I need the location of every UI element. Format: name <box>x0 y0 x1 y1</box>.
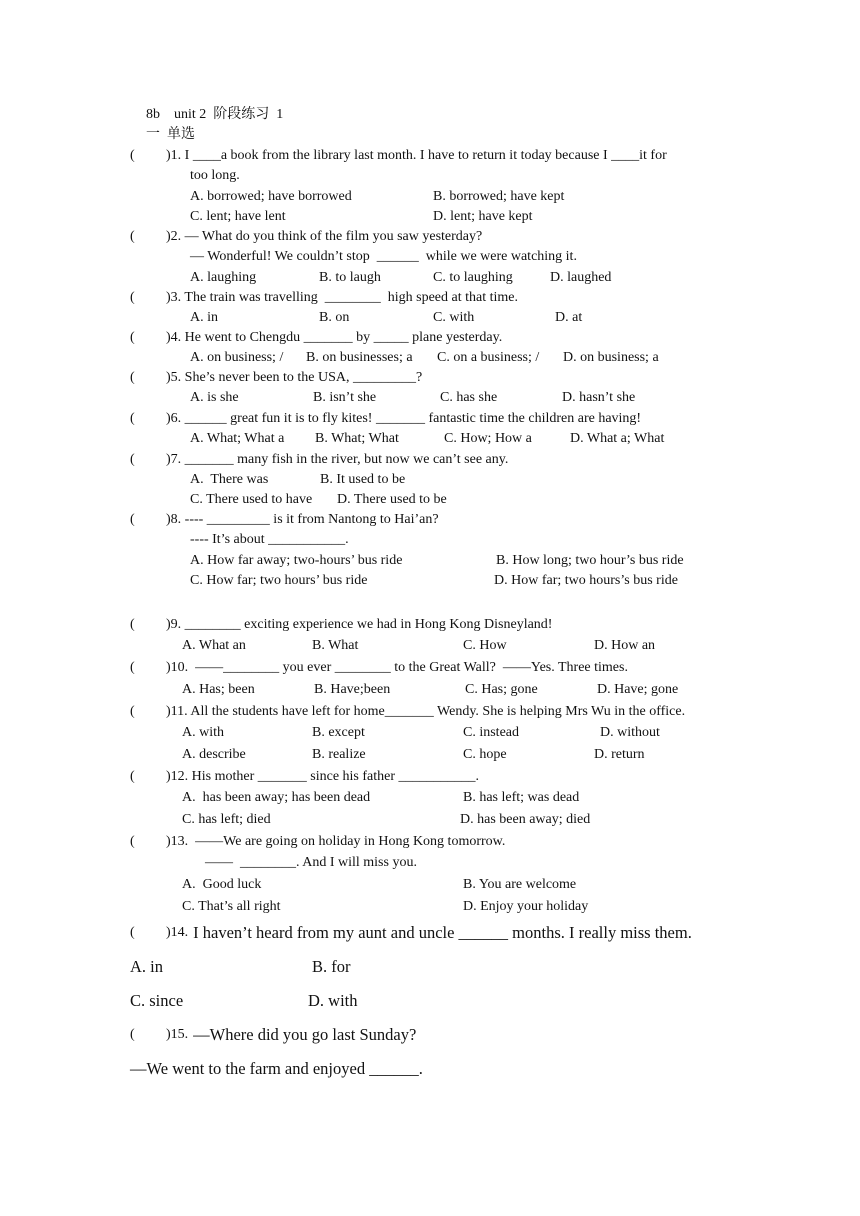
option: D. lent; have kept <box>433 209 533 224</box>
option: B. How long; two hour’s bus ride <box>496 553 684 568</box>
option: A. Good luck <box>182 877 262 892</box>
option: C. hope <box>463 747 507 762</box>
option: B. except <box>312 725 365 740</box>
option: A. There was <box>190 472 269 487</box>
option: A. has been away; has been dead <box>182 790 371 805</box>
option: A. laughing <box>190 270 257 285</box>
question-stem-cont: — Wonderful! We couldn’t stop ______ while we were watching it. <box>190 249 577 264</box>
option: D. How an <box>594 638 656 653</box>
option: D. with <box>308 991 358 1010</box>
option: C. with <box>433 310 475 325</box>
answer-paren: ( <box>130 769 135 784</box>
answer-paren: ( <box>130 290 135 305</box>
option: D. Enjoy your holiday <box>463 899 589 914</box>
option: B. What <box>312 638 359 653</box>
option: B. for <box>312 957 351 976</box>
option: C. How; How a <box>444 431 532 446</box>
option: A. borrowed; have borrowed <box>190 189 352 204</box>
option: C. How <box>463 638 507 653</box>
question-stem: )9. ________ exciting experience we had in Hong Kong Disneyland! <box>166 617 553 632</box>
option: B. You are welcome <box>463 877 577 892</box>
question-stem-cont: ---- It’s about ___________. <box>190 532 349 547</box>
option: A. in <box>130 957 163 976</box>
option: C. to laughing <box>433 270 513 285</box>
option: A. How far away; two-hours’ bus ride <box>190 553 403 568</box>
answer-paren: ( <box>130 660 135 675</box>
option: C. has left; died <box>182 812 271 827</box>
question-stem: )13. ——We are going on holiday in Hong Kong tomorrow. <box>166 834 506 849</box>
option: D. at <box>555 310 583 325</box>
option: C. since <box>130 991 184 1010</box>
option: D. hasn’t she <box>562 390 636 405</box>
option: C. There used to have <box>190 492 313 507</box>
option: C. has she <box>440 390 498 405</box>
option: D. without <box>600 725 660 740</box>
option: D. on business; a <box>563 350 659 365</box>
option: B. on businesses; a <box>306 350 413 365</box>
option: A. Has; been <box>182 682 255 697</box>
option: B. Have;been <box>314 682 391 697</box>
option: C. How far; two hours’ bus ride <box>190 573 368 588</box>
question-stem: )11. All the students have left for home_______ Wendy. She is helping Mrs Wu in the office. <box>166 704 686 719</box>
answer-paren: ( <box>130 925 135 940</box>
answer-paren: ( <box>130 617 135 632</box>
question-stem-cont: too long. <box>190 168 240 183</box>
option: C. on a business; / <box>437 350 540 365</box>
option: B. realize <box>312 747 366 762</box>
option: A. describe <box>182 747 246 762</box>
option: D. laughed <box>550 270 612 285</box>
option: B. It used to be <box>320 472 406 487</box>
question-stem: )4. He went to Chengdu _______ by _____ plane yesterday. <box>166 330 503 345</box>
option: A. What an <box>182 638 246 653</box>
option: C. Has; gone <box>465 682 538 697</box>
answer-paren: ( <box>130 370 135 385</box>
question-stem: )5. She’s never been to the USA, _________? <box>166 370 423 385</box>
option: B. to laugh <box>319 270 381 285</box>
question-stem: —Where did you go last Sunday? <box>189 1025 417 1044</box>
option: D. There used to be <box>337 492 447 507</box>
answer-paren: ( <box>130 229 135 244</box>
option: B. borrowed; have kept <box>433 189 565 204</box>
answer-paren: ( <box>130 330 135 345</box>
question-stem: )1. I ____a book from the library last month. I have to return it today because I ____it for <box>166 148 667 163</box>
option: A. on business; / <box>190 350 284 365</box>
question-number: )15. <box>166 1027 189 1042</box>
question-stem: )10. ——________ you ever ________ to the Great Wall? ——Yes. Three times. <box>166 660 628 675</box>
option: D. has been away; died <box>460 812 591 827</box>
question-stem-cont: —— ________. And I will miss you. <box>205 855 417 870</box>
question-stem: )7. _______ many fish in the river, but now we can’t see any. <box>166 452 509 467</box>
option: B. What; What <box>315 431 399 446</box>
option: A. What; What a <box>190 431 285 446</box>
option: D. How far; two hours’s bus ride <box>494 573 678 588</box>
answer-paren: ( <box>130 512 135 527</box>
option: C. instead <box>463 725 519 740</box>
answer-paren: ( <box>130 148 135 163</box>
option: D. return <box>594 747 645 762</box>
question-stem-cont: —We went to the farm and enjoyed ______. <box>130 1059 423 1078</box>
option: C. That’s all right <box>182 899 281 914</box>
answer-paren: ( <box>130 452 135 467</box>
answer-paren: ( <box>130 704 135 719</box>
option: B. on <box>319 310 350 325</box>
question-number: )14. <box>166 925 189 940</box>
question-stem: )3. The train was travelling ________ high speed at that time. <box>166 290 518 305</box>
answer-paren: ( <box>130 834 135 849</box>
answer-paren: ( <box>130 411 135 426</box>
option: A. is she <box>190 390 239 405</box>
question-stem: I haven’t heard from my aunt and uncle ______ months. I really miss them. <box>189 923 692 942</box>
section-heading: 一 单选 <box>146 127 195 142</box>
option: C. lent; have lent <box>190 209 286 224</box>
option: B. isn’t she <box>313 390 377 405</box>
answer-paren: ( <box>130 1027 135 1042</box>
option: A. with <box>182 725 224 740</box>
option: D. Have; gone <box>597 682 679 697</box>
question-stem: )6. ______ great fun it is to fly kites! _______ fantastic time the children are having! <box>166 411 642 426</box>
option: A. in <box>190 310 218 325</box>
question-stem: )8. ---- _________ is it from Nantong to Hai’an? <box>166 512 439 527</box>
question-stem: )12. His mother _______ since his father ___________. <box>166 769 480 784</box>
option: B. has left; was dead <box>463 790 580 805</box>
option: D. What a; What <box>570 431 665 446</box>
question-stem: )2. — What do you think of the film you saw yesterday? <box>166 229 483 244</box>
worksheet-title: 8b unit 2 阶段练习 1 <box>146 107 284 122</box>
